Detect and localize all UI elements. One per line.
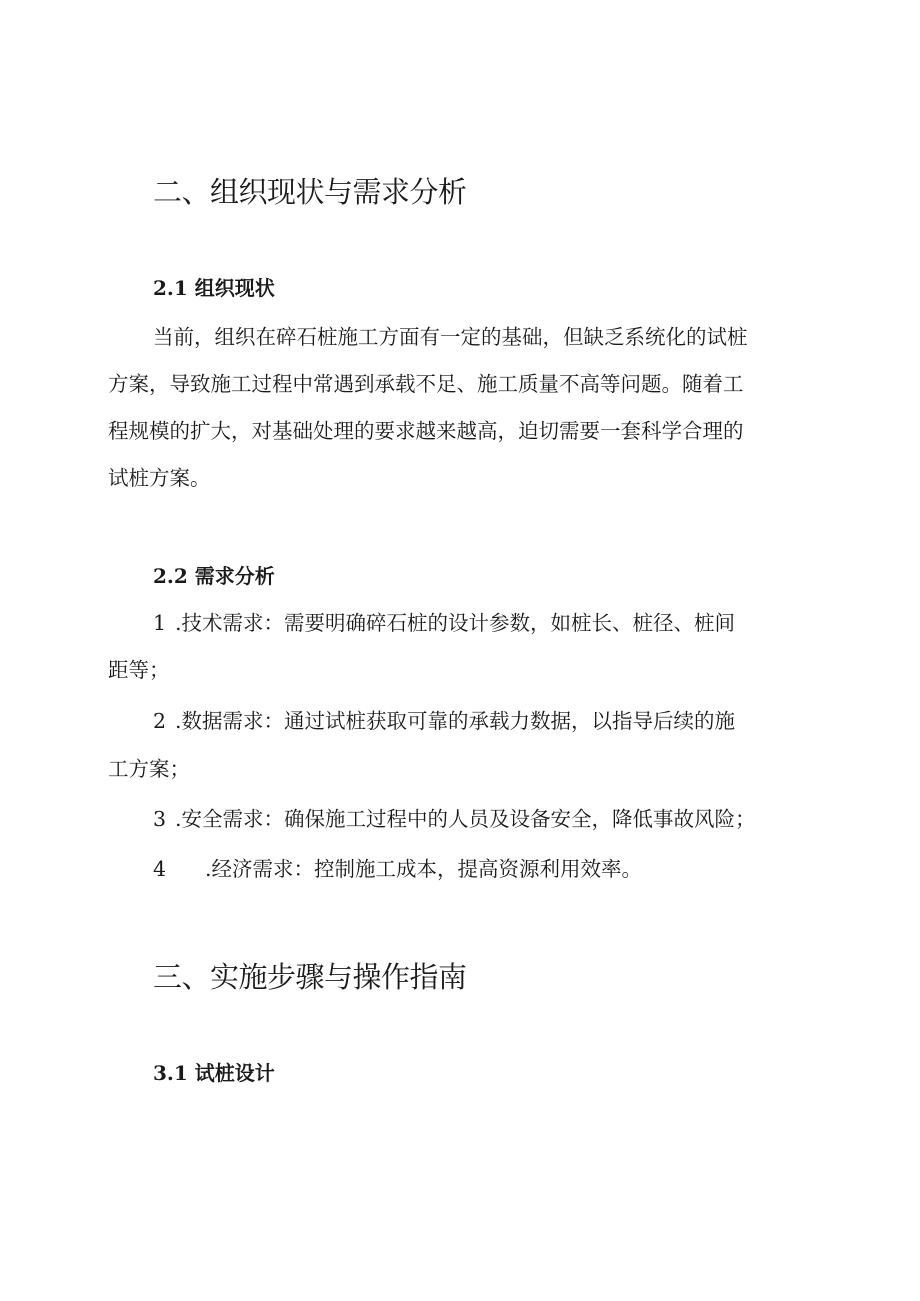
paragraph-line-1: 当前，组织在碎石桩施工方面有一定的基础，但缺乏系统化的试桩 bbox=[153, 325, 748, 349]
list-item-1 bbox=[153, 606, 735, 636]
list-item-4 bbox=[153, 852, 642, 882]
paragraph-line-3: 程规模的扩大，对基础处理的要求越来越高，迫切需要一套科学合理的 bbox=[108, 419, 744, 443]
section-3-heading: 三、实施步骤与操作指南 bbox=[153, 960, 467, 994]
section-2-1-heading: 2.1 组织现状 bbox=[153, 276, 275, 300]
section-3-1-heading: 3.1 试桩设计 bbox=[153, 1061, 275, 1085]
list-item-number: 2 bbox=[153, 709, 167, 733]
list-item-text: .安全需求：确保施工过程中的人员及设备安全，降低事故风险； bbox=[175, 807, 756, 831]
list-item-number: 1 bbox=[153, 611, 167, 635]
list-item-text: .技术需求：需要明确碎石桩的设计参数，如桩长、桩径、桩间 bbox=[175, 611, 736, 635]
list-item-2 bbox=[153, 704, 735, 734]
list-item-number: 4 bbox=[153, 857, 167, 881]
paragraph-line-2: 方案，导致施工过程中常遇到承载不足、施工质量不高等问题。随着工 bbox=[108, 372, 744, 396]
section-2-2-heading: 2.2 需求分析 bbox=[153, 564, 275, 588]
list-item-2-continuation: 工方案； bbox=[108, 757, 190, 781]
section-2-heading: 二、组织现状与需求分析 bbox=[153, 175, 467, 209]
list-item-text: .数据需求：通过试桩获取可靠的承载力数据，以指导后续的施 bbox=[175, 709, 736, 733]
paragraph-line-4: 试桩方案。 bbox=[108, 466, 211, 490]
list-item-1-continuation: 距等； bbox=[108, 658, 170, 682]
list-item-text: .经济需求：控制施工成本，提高资源利用效率。 bbox=[205, 857, 643, 881]
list-item-3 bbox=[153, 802, 756, 832]
list-item-number: 3 bbox=[153, 807, 167, 831]
